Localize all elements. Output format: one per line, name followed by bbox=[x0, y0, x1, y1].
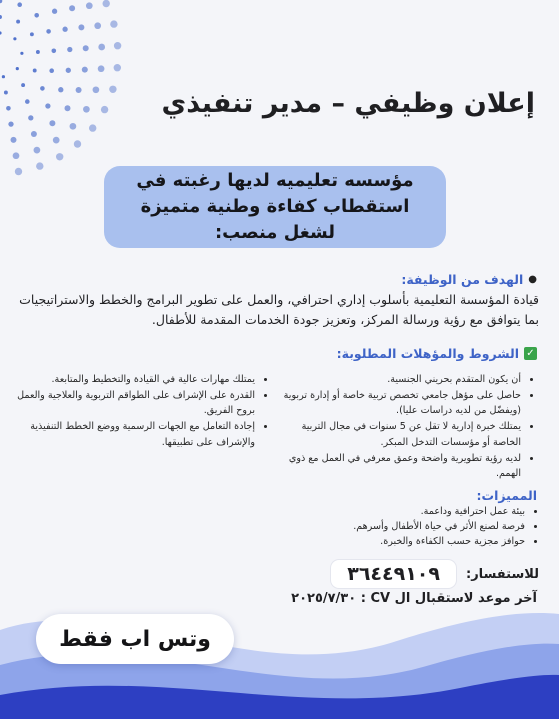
list-item: • حاصل على مؤهل جامعي تخصص تربية خاصة أو إدارة تربوية (ويفضّل من لديه دراسات عليا). bbox=[271, 388, 521, 418]
decorative-dot bbox=[83, 45, 89, 51]
qualifications-heading bbox=[337, 346, 537, 361]
decorative-dot bbox=[52, 9, 57, 14]
decorative-dot bbox=[33, 69, 37, 73]
decorative-dot bbox=[2, 75, 5, 78]
decorative-dot bbox=[25, 99, 30, 104]
decorative-dot bbox=[4, 91, 8, 95]
decorative-dot bbox=[49, 68, 54, 73]
qualifications-heading-label: الشروط والمؤهلات المطلوبة: bbox=[336, 346, 519, 361]
decorative-dot bbox=[56, 153, 63, 160]
decorative-dot bbox=[93, 86, 100, 93]
decorative-dot bbox=[30, 32, 34, 36]
decorative-dot bbox=[0, 0, 2, 3]
decorative-dot bbox=[45, 103, 50, 108]
list-item: • فرصة لصنع الأثر في حياة الأطفال وأسرهم. bbox=[205, 520, 525, 535]
whatsapp-only-button[interactable]: وتس اب فقط bbox=[36, 614, 234, 664]
decorative-dot bbox=[36, 50, 40, 54]
intro-banner bbox=[104, 166, 446, 248]
decorative-dot bbox=[31, 131, 37, 137]
list-item: • حوافز مجزية حسب الكفاءة والخبرة. bbox=[205, 535, 525, 550]
application-deadline: آخر موعد لاستقبال ال CV : ٢٠٢٥/٧/٣٠ bbox=[291, 591, 537, 606]
decorative-dot bbox=[66, 68, 71, 73]
list-item: • يمتلك مهارات عالية في القيادة والتخطيط والمتابعة. bbox=[10, 372, 255, 387]
decorative-dot bbox=[40, 86, 45, 91]
list-item: • القدرة على الإشراف على الطواقم التربوية والعلاجية والعمل بروح الفريق. bbox=[10, 388, 255, 418]
list-item: • بيئة عمل احترافية وداعمة. bbox=[205, 505, 525, 520]
decorative-dot bbox=[36, 162, 43, 169]
decorative-dot bbox=[83, 106, 90, 113]
benefits-heading bbox=[477, 488, 537, 503]
decorative-dot bbox=[20, 52, 23, 55]
bullet-icon: ● bbox=[528, 274, 537, 285]
decorative-dot bbox=[16, 67, 19, 70]
phone-number[interactable]: ٣٦٤٤٩١٠٩ bbox=[331, 560, 456, 588]
list-item: • إجادة التعامل مع الجهات الرسمية ووضع الخطط التنفيذية والإشراف على تطبيقها. bbox=[10, 419, 255, 449]
role-heading-label: الهدف من الوظيفة: bbox=[401, 272, 524, 287]
decorative-dot bbox=[78, 24, 84, 30]
decorative-dot bbox=[13, 37, 16, 40]
decorative-dot bbox=[62, 27, 67, 32]
inquiry-row bbox=[331, 560, 539, 588]
decorative-dot bbox=[70, 123, 77, 130]
decorative-dot bbox=[58, 87, 63, 92]
benefits-heading-label: المميزات: bbox=[476, 488, 537, 503]
qualifications-list-right bbox=[271, 372, 535, 482]
decorative-dot bbox=[15, 168, 22, 175]
page-title: إعلان وظيفي – مدير تنفيذي bbox=[161, 88, 535, 119]
decorative-dot bbox=[103, 0, 110, 7]
decorative-dot bbox=[0, 31, 2, 34]
decorative-dot bbox=[98, 65, 105, 72]
decorative-dot bbox=[98, 44, 105, 51]
decorative-dot bbox=[86, 2, 93, 9]
list-item: • لديه رؤية تطويرية واضحة وعمق معرفي في العمل مع ذوي الهمم. bbox=[271, 451, 521, 481]
decorative-dot bbox=[0, 15, 2, 19]
role-description: قيادة المؤسسة التعليمية بأسلوب إداري احترافي، والعمل على تطوير البرامج والخطط والاستراتيجيات بما يتوافق مع رؤية ورسالة المركز، وتعزيز جودة الخدمات المقدمة للأطفال. bbox=[19, 292, 539, 327]
inquiry-label: للاستفسار: bbox=[466, 566, 539, 582]
decorative-dot bbox=[69, 5, 75, 11]
decorative-dot bbox=[34, 147, 41, 154]
list-item: • أن يكون المتقدم بحريني الجنسية. bbox=[271, 372, 521, 387]
decorative-dot bbox=[16, 20, 20, 24]
decorative-dot bbox=[17, 2, 22, 7]
decorative-dot bbox=[94, 22, 101, 29]
decorative-dot bbox=[67, 47, 72, 52]
decorative-dot bbox=[11, 137, 17, 143]
decorative-dot bbox=[114, 64, 121, 71]
decorative-dot bbox=[21, 83, 25, 87]
decorative-dot bbox=[28, 115, 33, 120]
decorative-dot bbox=[8, 121, 13, 126]
decorative-dot bbox=[89, 124, 96, 131]
intro-banner-text: مؤسسه تعليميه لديها رغبته في استقطاب كفاءة وطنية متميزة لشغل منصب: bbox=[136, 169, 414, 244]
role-heading bbox=[401, 272, 537, 287]
decorative-dot bbox=[46, 29, 51, 34]
decorative-dot bbox=[82, 67, 88, 73]
checkmark-icon: ✓ bbox=[524, 347, 537, 360]
benefits-list bbox=[205, 505, 539, 550]
decorative-dot bbox=[52, 49, 57, 54]
decorative-dot bbox=[114, 42, 121, 49]
decorative-dot bbox=[6, 106, 11, 111]
decorative-dot bbox=[74, 140, 81, 147]
decorative-dot bbox=[13, 152, 20, 159]
decorative-dot bbox=[34, 13, 39, 18]
decorative-dot bbox=[65, 105, 71, 111]
decorative-dot bbox=[76, 87, 82, 93]
decorative-dot bbox=[110, 20, 117, 27]
decorative-dot bbox=[53, 137, 60, 144]
qualifications-list-left bbox=[10, 372, 269, 451]
decorative-dot bbox=[101, 106, 108, 113]
list-item: • يمتلك خبرة إدارية لا تقل عن 5 سنوات في مجال التربية الخاصة أو مؤسسات التدخل المبكر. bbox=[271, 419, 521, 449]
decorative-dot bbox=[49, 120, 55, 126]
